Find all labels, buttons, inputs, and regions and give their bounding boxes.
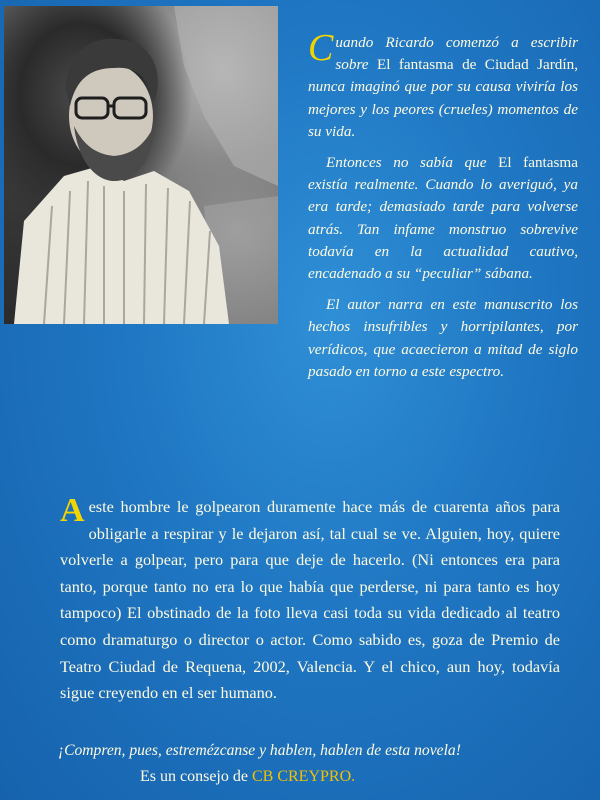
synopsis-paragraph-2: [308, 152, 578, 285]
publisher-prefix: Es un consejo de: [140, 768, 252, 785]
author-bio-text: este hombre le golpearon duramente hace más de cuarenta años para obligarle a respirar y le dejaron así, tal cual se ve. Alguien, hoy, quiere volverle a golpear, pero para que deje de hacerlo. (Ni entonces era para tanto, porque tanto no era lo que había que perderse, ni para tanto es hoy tampoco) El obstinado de la foto lleva casi toda su vida dedicado al teatro como dramaturgo o director o actor. Como sabido es, goza de Premio de Teatro Ciudad de Requena, 2002, Valencia. Y el chico, aun hoy, todavía sigue creyendo en el ser humano.: [60, 497, 560, 703]
author-photo: [4, 6, 278, 324]
synopsis-paragraph-1: [308, 27, 578, 143]
synopsis-text: existía realmente. Cuando lo averiguó, ya era tarde; demasiado tarde para volverse atrás. Tan infame monstruo sobrevive todavía en la actualidad cautivo, encadenado a su “peculiar” sábana.: [308, 176, 578, 283]
synopsis-text: Entonces no sabía que: [326, 154, 499, 172]
book-title: El fantasma: [498, 154, 578, 172]
call-to-action: ¡Compren, pues, estremézcanse y hablen, hablen de esta novela!: [58, 742, 461, 759]
publisher-line: [140, 768, 540, 786]
synopsis-text: nunca imaginó que por su causa viviría los mejores y los peores (crueles) momentos de su vida.: [308, 78, 578, 140]
synopsis-column: [308, 27, 578, 392]
author-portrait-image: [4, 6, 278, 324]
dropcap-c: C: [308, 27, 334, 69]
author-bio: [60, 494, 560, 707]
synopsis-paragraph-3: El autor narra en este manuscrito los hechos insufribles y horripilantes, por verídicos, que acaecieron a mitad de siglo pasado en torno a este espectro.: [308, 296, 578, 380]
book-title: El fantasma de Ciudad Jardín,: [376, 56, 578, 74]
dropcap-a: A: [60, 492, 85, 529]
synopsis-text: uando Ricardo comenzó a escribir sobre: [335, 34, 578, 74]
publisher-brand: CB CREYPRO.: [251, 768, 356, 785]
